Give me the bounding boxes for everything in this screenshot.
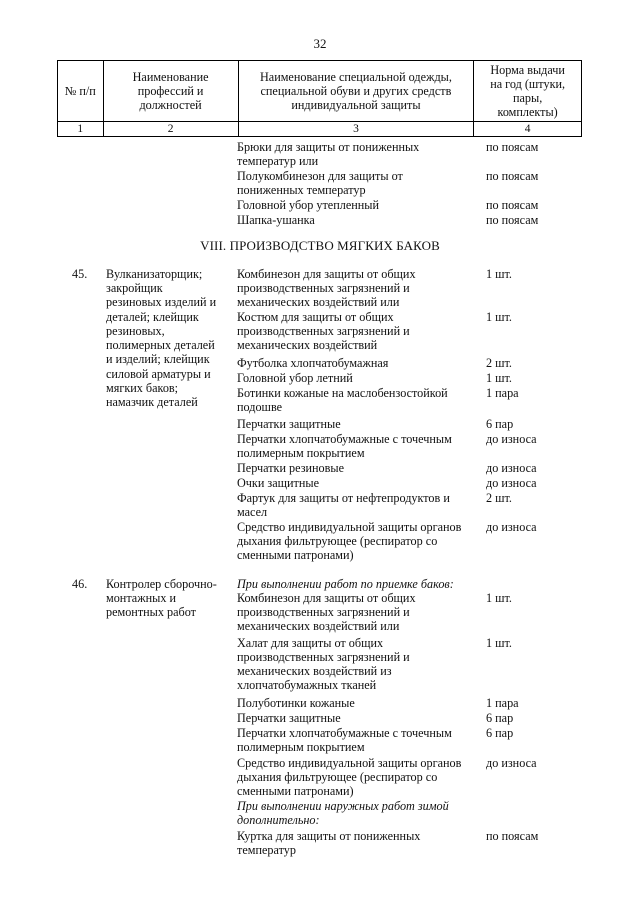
section-title: VIII. ПРОИЗВОДСТВО МЯГКИХ БАКОВ <box>200 238 440 253</box>
list-item: Брюки для защиты от пониженных <box>237 140 420 154</box>
list-item: подошве <box>237 400 283 414</box>
list-item: Очки защитные <box>237 476 319 490</box>
column-number-2: 2 <box>103 122 238 137</box>
list-item: Средство индивидуальной защиты органов <box>237 520 462 534</box>
list-item: масел <box>237 505 268 519</box>
profession-line: силовой арматуры и <box>106 367 211 381</box>
column-number-4: 4 <box>474 122 582 137</box>
list-item: сменными патронами) <box>237 548 354 562</box>
list-item: Фартук для защиты от нефтепродуктов и <box>237 491 450 505</box>
profession-line: и изделий; клейщик <box>106 352 210 366</box>
norm-value: до износа <box>486 520 537 534</box>
norm-value: 2 шт. <box>486 491 512 505</box>
norm-value: 1 шт. <box>486 371 512 385</box>
norm-value: 1 пара <box>486 386 519 400</box>
header-col-norm: Норма выдачи на год (штуки, пары, комплекты) <box>474 61 582 122</box>
norm-value: 2 шт. <box>486 356 512 370</box>
list-item: Комбинезон для защиты от общих <box>237 591 416 605</box>
list-item: производственных загрязнений и <box>237 324 410 338</box>
list-item: Ботинки кожаные на маслобензостойкой <box>237 386 448 400</box>
list-item: Полуботинки кожаные <box>237 696 355 710</box>
list-item: Полукомбинезон для защиты от <box>237 169 403 183</box>
list-item: пониженных температур <box>237 183 366 197</box>
norm-value: 1 шт. <box>486 267 512 281</box>
header-col-items: Наименование специальной одежды, специальной обуви и других средств индивидуальной защиты <box>238 61 474 122</box>
condition-note: дополнительно: <box>237 813 320 827</box>
list-item: Шапка-ушанка <box>237 213 315 227</box>
norm-value: 1 шт. <box>486 636 512 650</box>
norm-value: по поясам <box>486 140 539 154</box>
list-item: сменными патронами) <box>237 784 354 798</box>
list-item: полимерным покрытием <box>237 446 365 460</box>
entry-number: 46. <box>72 577 88 591</box>
norm-value: 6 пар <box>486 711 514 725</box>
list-item: Куртка для защиты от пониженных <box>237 829 421 843</box>
header-col-profession: Наименование профессий и должностей <box>103 61 238 122</box>
list-item: механических воздействий или <box>237 295 400 309</box>
norm-value: по поясам <box>486 198 539 212</box>
header-col-number: № п/п <box>58 61 104 122</box>
list-item: Перчатки защитные <box>237 711 341 725</box>
norm-value: 6 пар <box>486 417 514 431</box>
norm-value: до износа <box>486 461 537 475</box>
list-item: механических воздействий <box>237 338 378 352</box>
list-item: хлопчатобумажных тканей <box>237 678 377 692</box>
list-item: температур <box>237 843 296 857</box>
list-item: механических воздействий или <box>237 619 400 633</box>
list-item: Головной убор летний <box>237 371 353 385</box>
condition-note: При выполнении наружных работ зимой <box>237 799 449 813</box>
norm-value: по поясам <box>486 213 539 227</box>
list-item: Комбинезон для защиты от общих <box>237 267 416 281</box>
norm-value: 1 шт. <box>486 591 512 605</box>
list-item: Перчатки защитные <box>237 417 341 431</box>
profession-line: деталей; клейщик <box>106 310 199 324</box>
list-item: механических воздействий из <box>237 664 392 678</box>
list-item: Костюм для защиты от общих <box>237 310 394 324</box>
list-item: производственных загрязнений и <box>237 605 410 619</box>
norm-value: по поясам <box>486 829 539 843</box>
list-item: Халат для защиты от общих <box>237 636 384 650</box>
list-item: Перчатки хлопчатобумажные с точечным <box>237 726 452 740</box>
profession-line: резиновых, <box>106 324 165 338</box>
norm-value: до износа <box>486 432 537 446</box>
profession-line: Контролер сборочно- <box>106 577 217 591</box>
norm-value: по поясам <box>486 169 539 183</box>
profession-line: закройщик <box>106 281 163 295</box>
entry-number: 45. <box>72 267 88 281</box>
list-item: производственных загрязнений и <box>237 650 410 664</box>
list-item: полимерным покрытием <box>237 740 365 754</box>
list-item: Перчатки резиновые <box>237 461 344 475</box>
list-item: Перчатки хлопчатобумажные с точечным <box>237 432 452 446</box>
profession-line: полимерных деталей <box>106 338 215 352</box>
page-number: 32 <box>313 36 327 51</box>
list-item: производственных загрязнений и <box>237 281 410 295</box>
profession-line: ремонтных работ <box>106 605 196 619</box>
list-item: дыхания фильтрующее (респиратор со <box>237 534 438 548</box>
column-number-1: 1 <box>58 122 104 137</box>
norm-value: 6 пар <box>486 726 514 740</box>
profession-line: монтажных и <box>106 591 177 605</box>
column-number-3: 3 <box>238 122 474 137</box>
list-item: Футболка хлопчатобумажная <box>237 356 389 370</box>
profession-line: резиновых изделий и <box>106 295 217 309</box>
list-item: Головной убор утепленный <box>237 198 379 212</box>
list-item: температур или <box>237 154 319 168</box>
list-item: Средство индивидуальной защиты органов <box>237 756 462 770</box>
norm-value: 1 пара <box>486 696 519 710</box>
norm-value: 1 шт. <box>486 310 512 324</box>
condition-note: При выполнении работ по приемке баков: <box>237 577 454 591</box>
table-header <box>57 60 582 137</box>
profession-line: мягких баков; <box>106 381 179 395</box>
list-item: дыхания фильтрующее (респиратор со <box>237 770 438 784</box>
profession-line: намазчик деталей <box>106 395 198 409</box>
norm-value: до износа <box>486 756 537 770</box>
profession-line: Вулканизаторщик; <box>106 267 203 281</box>
norm-value: до износа <box>486 476 537 490</box>
